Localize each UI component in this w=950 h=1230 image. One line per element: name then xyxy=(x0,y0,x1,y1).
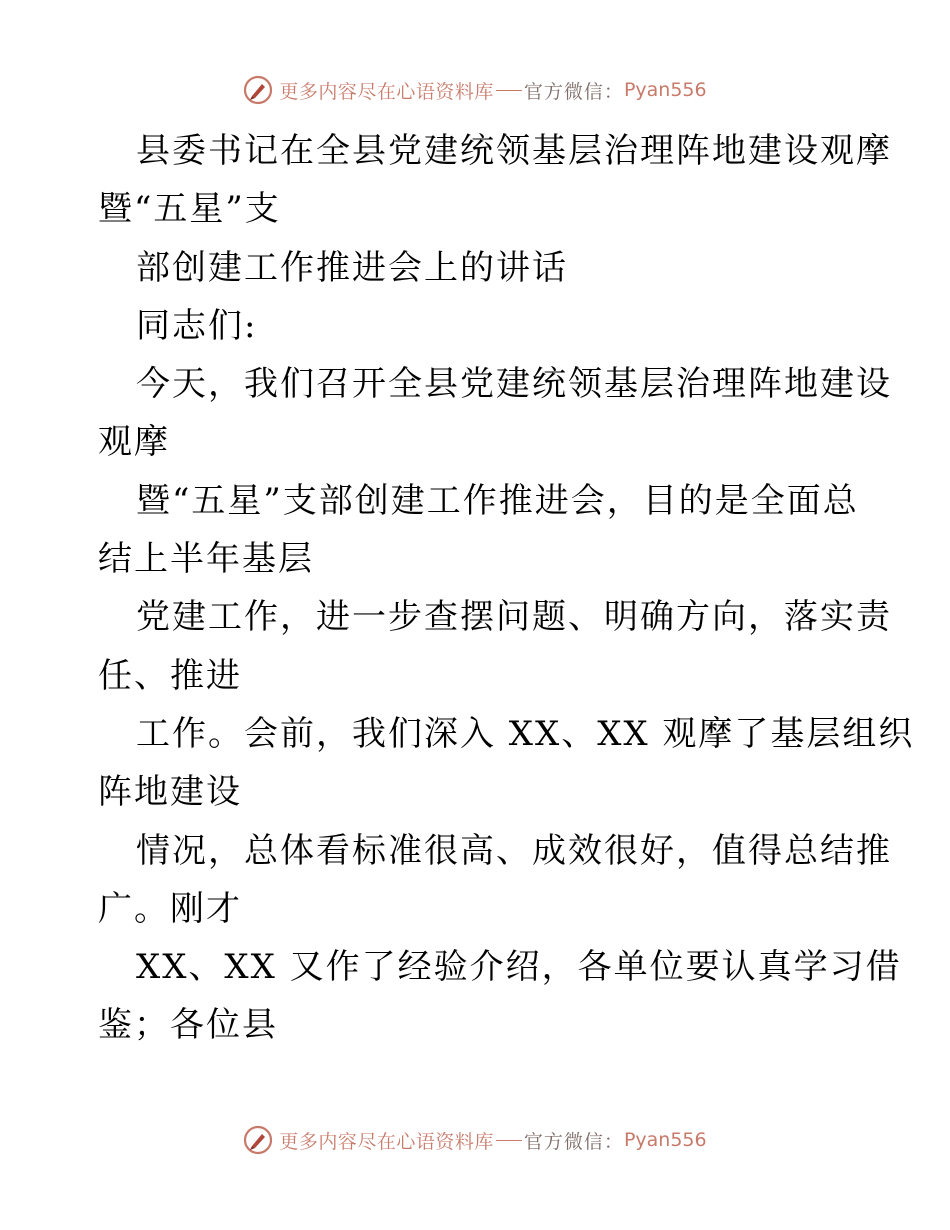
document-body xyxy=(98,122,915,1055)
text-line: 任、推进 xyxy=(98,655,242,696)
text-line: 部创建工作推进会上的讲话 xyxy=(136,247,568,288)
text-line: 同志们: xyxy=(136,305,258,346)
watermark-wechat-id: Pyan556 xyxy=(623,79,707,101)
text-line: 暨“五星”支 xyxy=(98,189,281,230)
watermark-separator xyxy=(496,90,522,91)
pen-nib-logo-icon xyxy=(243,1125,273,1155)
text-line: 结上半年基层 xyxy=(98,539,314,580)
footer-watermark xyxy=(0,1120,950,1160)
watermark-main-text: 更多内容尽在心语资料库 xyxy=(279,80,494,103)
watermark-sub-text: 官方微信： xyxy=(523,1130,624,1153)
watermark-separator xyxy=(496,1140,522,1141)
text-line: 今天，我们召开全县党建统领基层治理阵地建设 xyxy=(136,364,892,405)
text-line: 广。刚才 xyxy=(98,888,242,929)
text-line: 县委书记在全县党建统领基层治理阵地建设观摩 xyxy=(136,131,892,171)
watermark-wechat-id: Pyan556 xyxy=(623,1129,707,1151)
pen-nib-logo-icon xyxy=(243,75,273,105)
text-line: 观摩 xyxy=(98,422,170,463)
watermark-sub-text: 官方微信： xyxy=(523,80,624,103)
watermark-main-text: 更多内容尽在心语资料库 xyxy=(279,1130,494,1153)
text-line: 鉴；各位县 xyxy=(98,1005,278,1046)
text-line: 情况，总体看标准很高、成效很好，值得总结推 xyxy=(136,830,892,871)
text-line: 阵地建设 xyxy=(98,772,242,813)
text-line: XX、XX 又作了经验介绍，各单位要认真学习借 xyxy=(136,947,902,988)
text-line: 暨“五星”支部创建工作推进会，目的是全面总 xyxy=(136,480,859,521)
text-line: 党建工作，进一步查摆问题、明确方向，落实责 xyxy=(136,597,892,638)
text-line: 工作。会前，我们深入 XX、XX 观摩了基层组织 xyxy=(136,713,915,754)
header-watermark xyxy=(0,70,950,110)
